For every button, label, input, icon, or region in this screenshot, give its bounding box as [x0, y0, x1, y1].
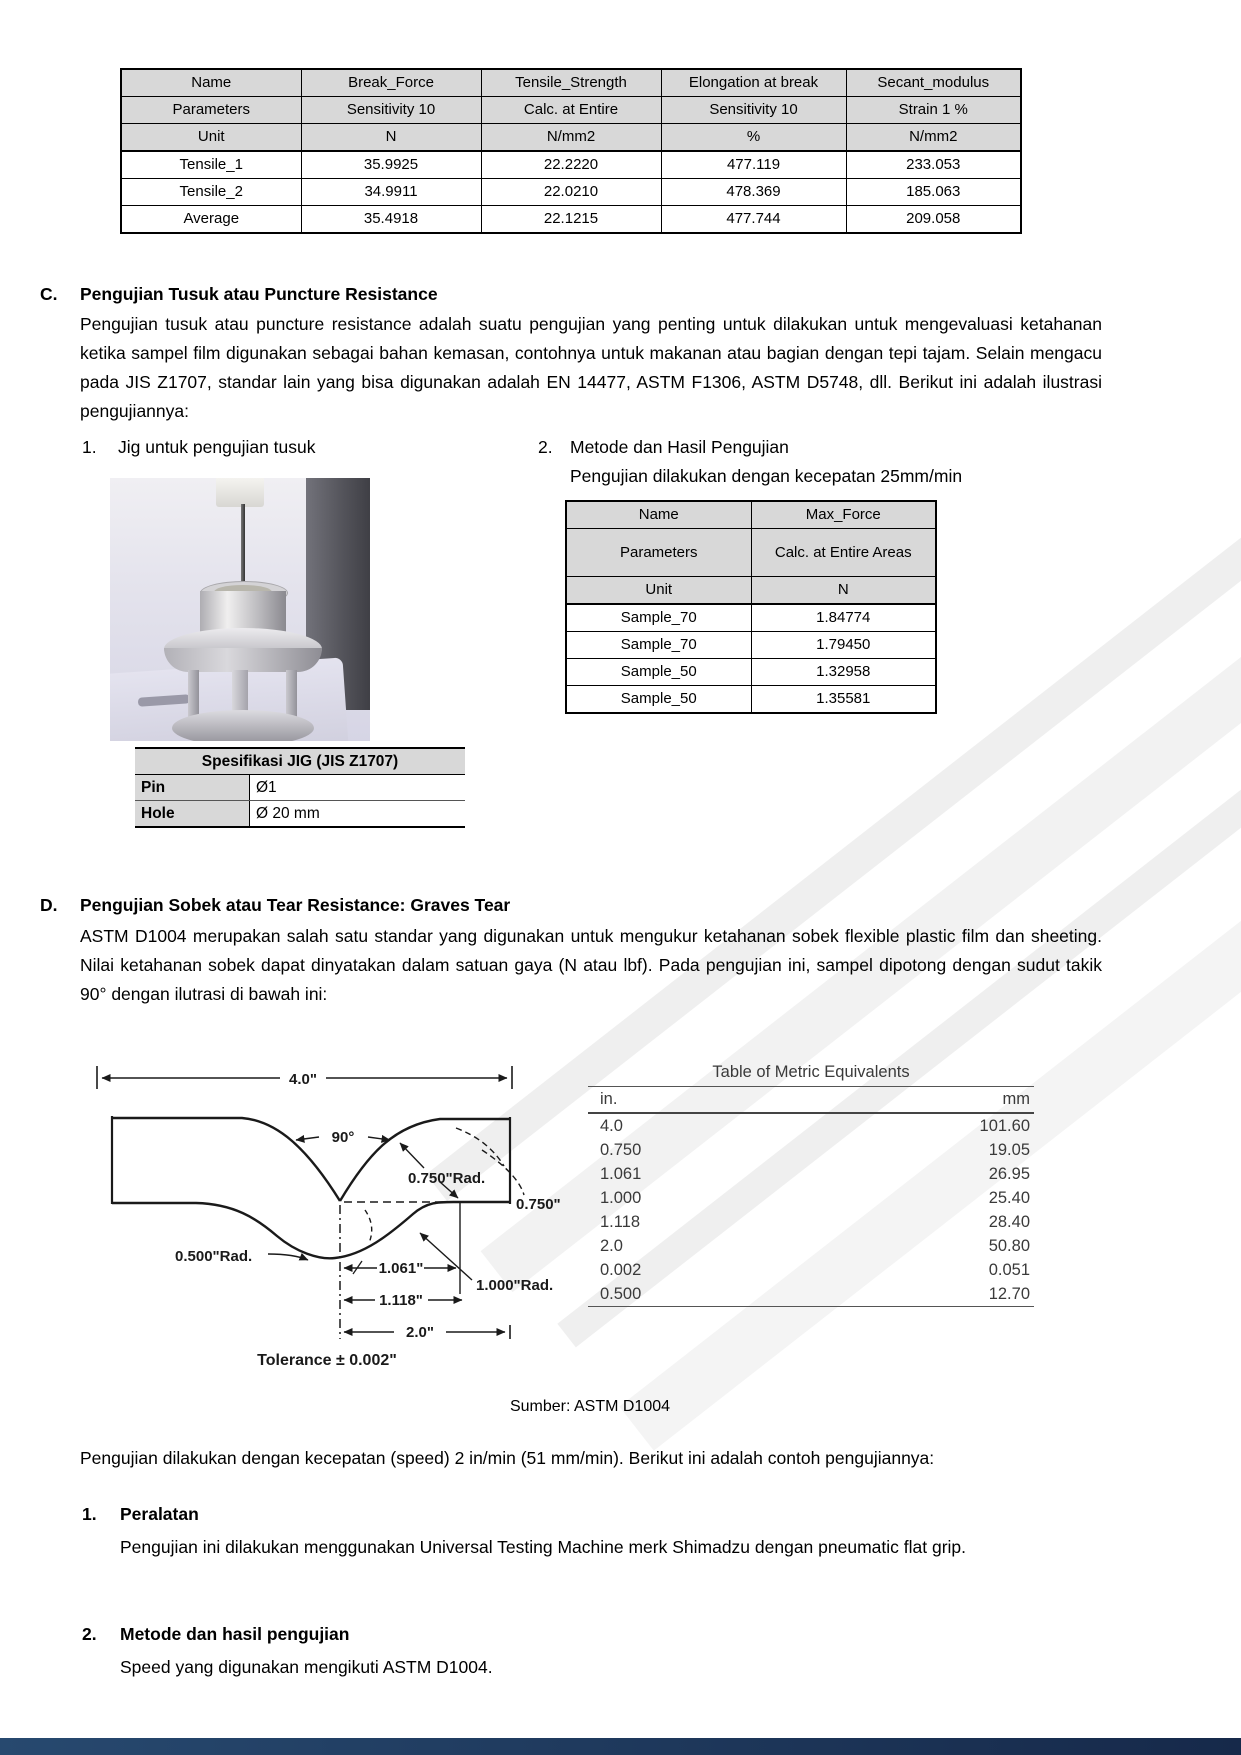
col-header: Elongation at break [661, 69, 846, 97]
footer-accent-bar [0, 1738, 1241, 1755]
cell: Max_Force [751, 501, 936, 529]
section-d-paragraph: ASTM D1004 merupakan salah satu standar yang digunakan untuk mengukur ketahanan sobek flexible plastic film dan sheeting. Nilai ketahanan sobek dapat dinyatakan dalam satuan gaya (N atau lbf). Pada pengujian ini, sampel dipotong dengan sudut takik 90° dengan ilutrasi di bawah ini: [80, 926, 1102, 1004]
cell: 19.05 [988, 1140, 1030, 1159]
cell: 2.0 [600, 1236, 623, 1255]
cell: N/mm2 [481, 124, 661, 152]
cell: 35.4918 [301, 206, 481, 234]
item2-title: Metode dan Hasil Pengujian [570, 437, 789, 457]
dim-width-label: 4.0" [289, 1071, 317, 1088]
jig-spec-table [135, 747, 465, 828]
cell: Ø 20 mm [250, 801, 466, 828]
list1-number: 1. [82, 1504, 97, 1524]
tensile-results-table [120, 68, 1020, 234]
cell: 50.80 [988, 1236, 1030, 1255]
cell: Average [121, 206, 301, 234]
cell: Tensile_2 [121, 179, 301, 206]
rad-1000-label: 1.000"Rad. [476, 1277, 554, 1294]
cell: 477.744 [661, 206, 846, 234]
list1-title: Peralatan [120, 1504, 199, 1524]
dim-1061-label: 1.061" [378, 1260, 424, 1277]
cell: 185.063 [846, 179, 1021, 206]
cell: Unit [121, 124, 301, 152]
section-c-paragraph: Pengujian tusuk atau puncture resistance adalah suatu pengujian yang penting untuk dilakukan untuk mengevaluasi ketahanan ketika sampel film digunakan sebagai bahan kemasan, contohnya untuk makanan atau bagian dengan tepi tajam. Selain mengacu pada JIS Z1707, standar lain yang bisa digunakan adalah EN 14477, ASTM F1306, ASTM D5748, dll. Berikut ini adalah ilustrasi pengujiannya: [80, 314, 1102, 421]
cell: N [301, 124, 481, 152]
cell: 34.9911 [301, 179, 481, 206]
cell: 233.053 [846, 151, 1021, 179]
dim-750-label: 0.750" [516, 1196, 561, 1213]
item1-title: Jig untuk pengujian tusuk [118, 437, 316, 457]
cell: 1.79450 [751, 632, 936, 659]
section-d-label: D. [40, 895, 58, 915]
item2-subtitle: Pengujian dilakukan dengan kecepatan 25mm/min [570, 466, 963, 486]
cell: Unit [566, 577, 751, 605]
cell: 477.119 [661, 151, 846, 179]
cell: Hole [135, 801, 250, 828]
crosshead [216, 478, 264, 507]
max-force-table [565, 500, 935, 714]
cell: 1.32958 [751, 659, 936, 686]
cell: 1.000 [600, 1188, 642, 1207]
cell: 1.118 [600, 1212, 641, 1231]
puncture-jig-photo [110, 478, 370, 741]
section-c-label: C. [40, 284, 58, 304]
cell: Sample_70 [566, 632, 751, 659]
list2-body: Speed yang digunakan mengikuti ASTM D1004. [120, 1657, 493, 1677]
cell: 0.002 [600, 1260, 642, 1279]
cell: 22.2220 [481, 151, 661, 179]
cell: 26.95 [988, 1164, 1030, 1183]
cell: 22.1215 [481, 206, 661, 234]
rad-750-label: 0.750"Rad. [408, 1170, 486, 1187]
cell: 22.0210 [481, 179, 661, 206]
col-header: Name [121, 69, 301, 97]
col-header: Tensile_Strength [481, 69, 661, 97]
notch-angle-label: 90° [331, 1129, 355, 1146]
speed-paragraph: Pengujian dilakukan dengan kecepatan (speed) 2 in/min (51 mm/min). Berikut ini adalah contoh pengujiannya: [80, 1448, 935, 1468]
list2-title: Metode dan hasil pengujian [120, 1624, 350, 1644]
cell: Sensitivity 10 [661, 97, 846, 124]
cell: Sample_50 [566, 686, 751, 714]
tolerance-label: Tolerance ± 0.002" [257, 1352, 397, 1369]
cell: 1.84774 [751, 604, 936, 632]
col-header: in. [588, 1087, 786, 1113]
cell: Tensile_1 [121, 151, 301, 179]
cell: Calc. at Entire Areas [751, 529, 936, 577]
cell: 101.60 [979, 1116, 1030, 1135]
dim-20-label: 2.0" [406, 1324, 434, 1341]
cell: 28.40 [988, 1212, 1030, 1231]
cell: 35.9925 [301, 151, 481, 179]
section-d-title: Pengujian Sobek atau Tear Resistance: Graves Tear [80, 895, 511, 915]
jig-flange-rim [164, 648, 322, 672]
cell: 0.750 [600, 1140, 642, 1159]
cell: Sample_50 [566, 659, 751, 686]
cell: 12.70 [988, 1284, 1030, 1303]
list1-body: Pengujian ini dilakukan menggunakan Universal Testing Machine merk Shimadzu dengan pneumatic flat grip. [120, 1537, 967, 1557]
cell: Sensitivity 10 [301, 97, 481, 124]
cell: Strain 1 % [846, 97, 1021, 124]
cell: % [661, 124, 846, 152]
cell: 478.369 [661, 179, 846, 206]
cell: Ø1 [250, 775, 466, 801]
cell: Calc. at Entire [481, 97, 661, 124]
cell: 0.051 [988, 1260, 1030, 1279]
col-header: Break_Force [301, 69, 481, 97]
metric-equivalents-table [588, 1063, 1034, 1307]
cell: 1.061 [600, 1164, 642, 1183]
jig-spec-title: Spesifikasi JIG (JIS Z1707) [135, 748, 465, 775]
cell: 4.0 [600, 1116, 623, 1135]
col-header: Secant_modulus [846, 69, 1021, 97]
cell: 1.35581 [751, 686, 936, 714]
cell: N [751, 577, 936, 605]
cell: N/mm2 [846, 124, 1021, 152]
die-drawing-svg [72, 1042, 572, 1372]
item2-number: 2. [538, 437, 553, 457]
source-caption: Sumber: ASTM D1004 [509, 1398, 671, 1415]
item1-number: 1. [82, 437, 97, 457]
col-header: mm [786, 1087, 1034, 1113]
cell: 0.500 [600, 1284, 642, 1303]
cell: Parameters [121, 97, 301, 124]
cell: Name [566, 501, 751, 529]
cell: 25.40 [988, 1188, 1030, 1207]
cell: Pin [135, 775, 250, 801]
metric-table-title: Table of Metric Equivalents [588, 1063, 1034, 1087]
cell: 209.058 [846, 206, 1021, 234]
rad-500-label: 0.500"Rad. [175, 1248, 253, 1265]
list2-number: 2. [82, 1624, 97, 1644]
cell: Parameters [566, 529, 751, 577]
jig-base-ellipse [172, 710, 314, 741]
section-c-title: Pengujian Tusuk atau Puncture Resistance [80, 284, 438, 304]
dim-1118-label: 1.118" [379, 1292, 423, 1309]
puncture-pin [241, 504, 245, 586]
die-drawing [72, 1042, 572, 1372]
cell: Sample_70 [566, 604, 751, 632]
